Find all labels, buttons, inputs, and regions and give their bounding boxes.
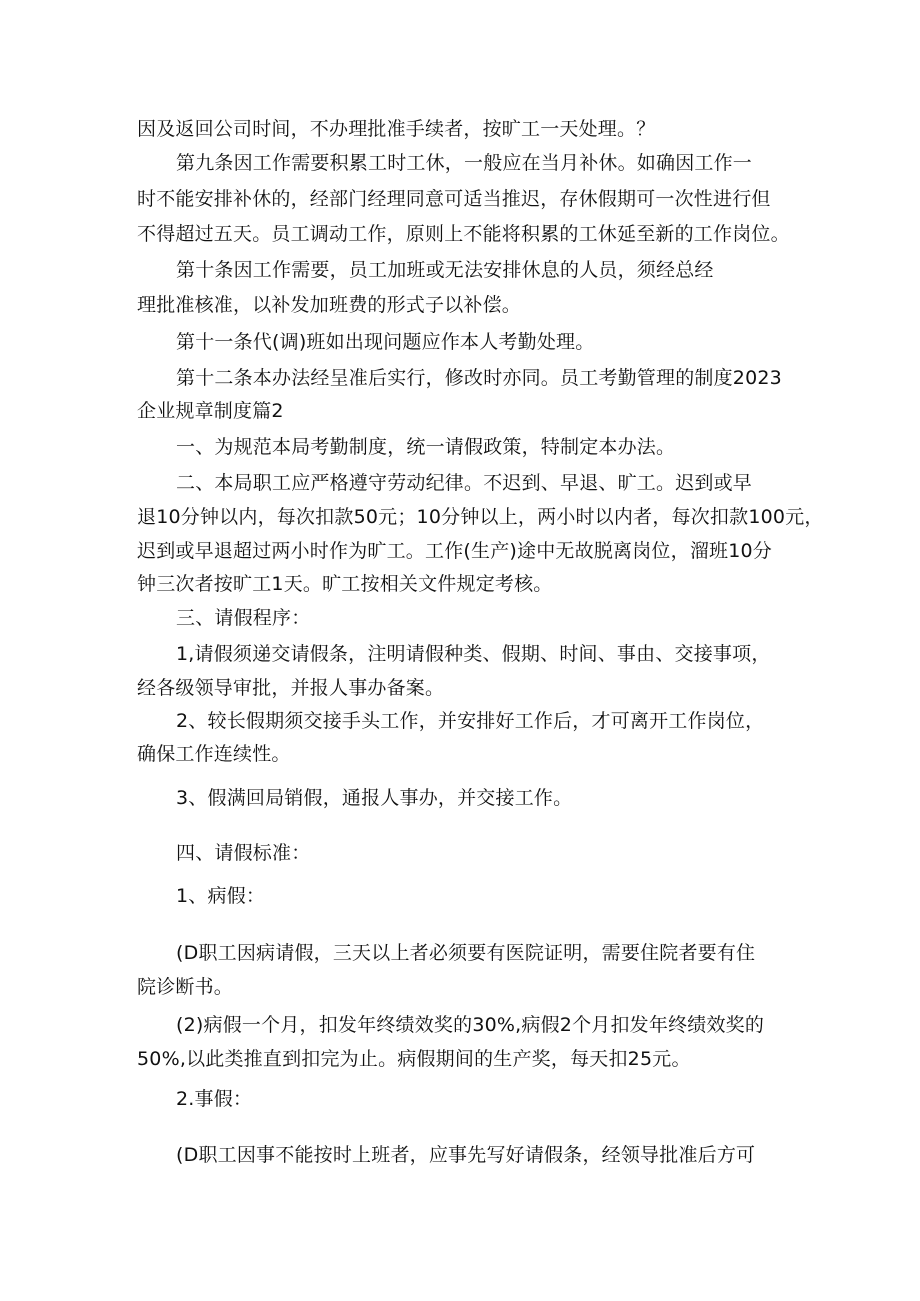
text-line: 理批准核准，以补发加班费的形式子以补偿。 bbox=[137, 294, 522, 316]
text-line: 时不能安排补休的，经部门经理同意可适当推迟，存休假期可一次性进行但 bbox=[137, 188, 771, 210]
text-line: 迟到或早退超过两小时作为旷工。工作(生产)途中无故脱离岗位，溜班10分 bbox=[137, 540, 773, 562]
text-line: 因及返回公司时间，不办理批准手续者，按旷工一天处理。？ bbox=[137, 118, 656, 140]
text-line: 确保工作连续性。 bbox=[137, 743, 291, 765]
text-line: 2、较长假期须交接手头工作，并安排好工作后，才可离开工作岗位， bbox=[176, 710, 765, 732]
text-line: (2)病假一个月，扣发年终绩效奖的30%,病假2个月扣发年终绩效奖的 bbox=[176, 1014, 765, 1036]
text-line: 2.事假： bbox=[176, 1088, 253, 1110]
text-line: 第九条因工作需要积累工时工休，一般应在当月补休。如确因工作一 bbox=[176, 152, 753, 174]
text-line: 1,请假须递交请假条，注明请假种类、假期、时间、事由、交接事项， bbox=[176, 643, 771, 665]
text-line: 不得超过五天。员工调动工作，原则上不能将积累的工休延至新的工作岗位。 bbox=[137, 223, 790, 245]
text-line: 经各级领导审批，并报人事办备案。 bbox=[137, 677, 445, 699]
text-line: 一、为规范本局考勤制度，统一请假政策，特制定本办法。 bbox=[176, 436, 676, 458]
text-line: 1、病假： bbox=[176, 885, 266, 907]
text-line: (D职工因病请假，三天以上者必须要有医院证明，需要住院者要有住 bbox=[176, 942, 756, 964]
text-line: 企业规章制度篇2 bbox=[137, 400, 284, 422]
text-line: 三、请假程序： bbox=[176, 607, 311, 629]
text-line: 第十条因工作需要，员工加班或无法安排休息的人员，须经总经 bbox=[176, 259, 714, 281]
text-line: 四、请假标准： bbox=[176, 842, 311, 864]
text-line: 退10分钟以内，每次扣款50元；10分钟以上，两小时以内者，每次扣款100元， bbox=[137, 506, 824, 528]
text-line: 钟三次者按旷工1天。旷工按相关文件规定考核。 bbox=[137, 573, 553, 595]
text-line: 二、本局职工应严格遵守劳动纪律。不迟到、早退、旷工。迟到或早 bbox=[176, 472, 753, 494]
text-line: 第十二条本办法经呈准后实行，修改时亦同。员工考勤管理的制度2023 bbox=[176, 367, 782, 389]
text-line: 50%,以此类推直到扣完为止。病假期间的生产奖，每天扣25元。 bbox=[137, 1048, 691, 1070]
text-line: 院诊断书。 bbox=[137, 976, 234, 998]
text-line: 3、假满回局销假，通报人事办，并交接工作。 bbox=[176, 787, 573, 809]
text-line: 第十一条代(调)班如出现问题应作本人考勤处理。 bbox=[176, 331, 595, 353]
text-line: (D职工因事不能按时上班者，应事先写好请假条，经领导批准后方可 bbox=[176, 1144, 756, 1166]
